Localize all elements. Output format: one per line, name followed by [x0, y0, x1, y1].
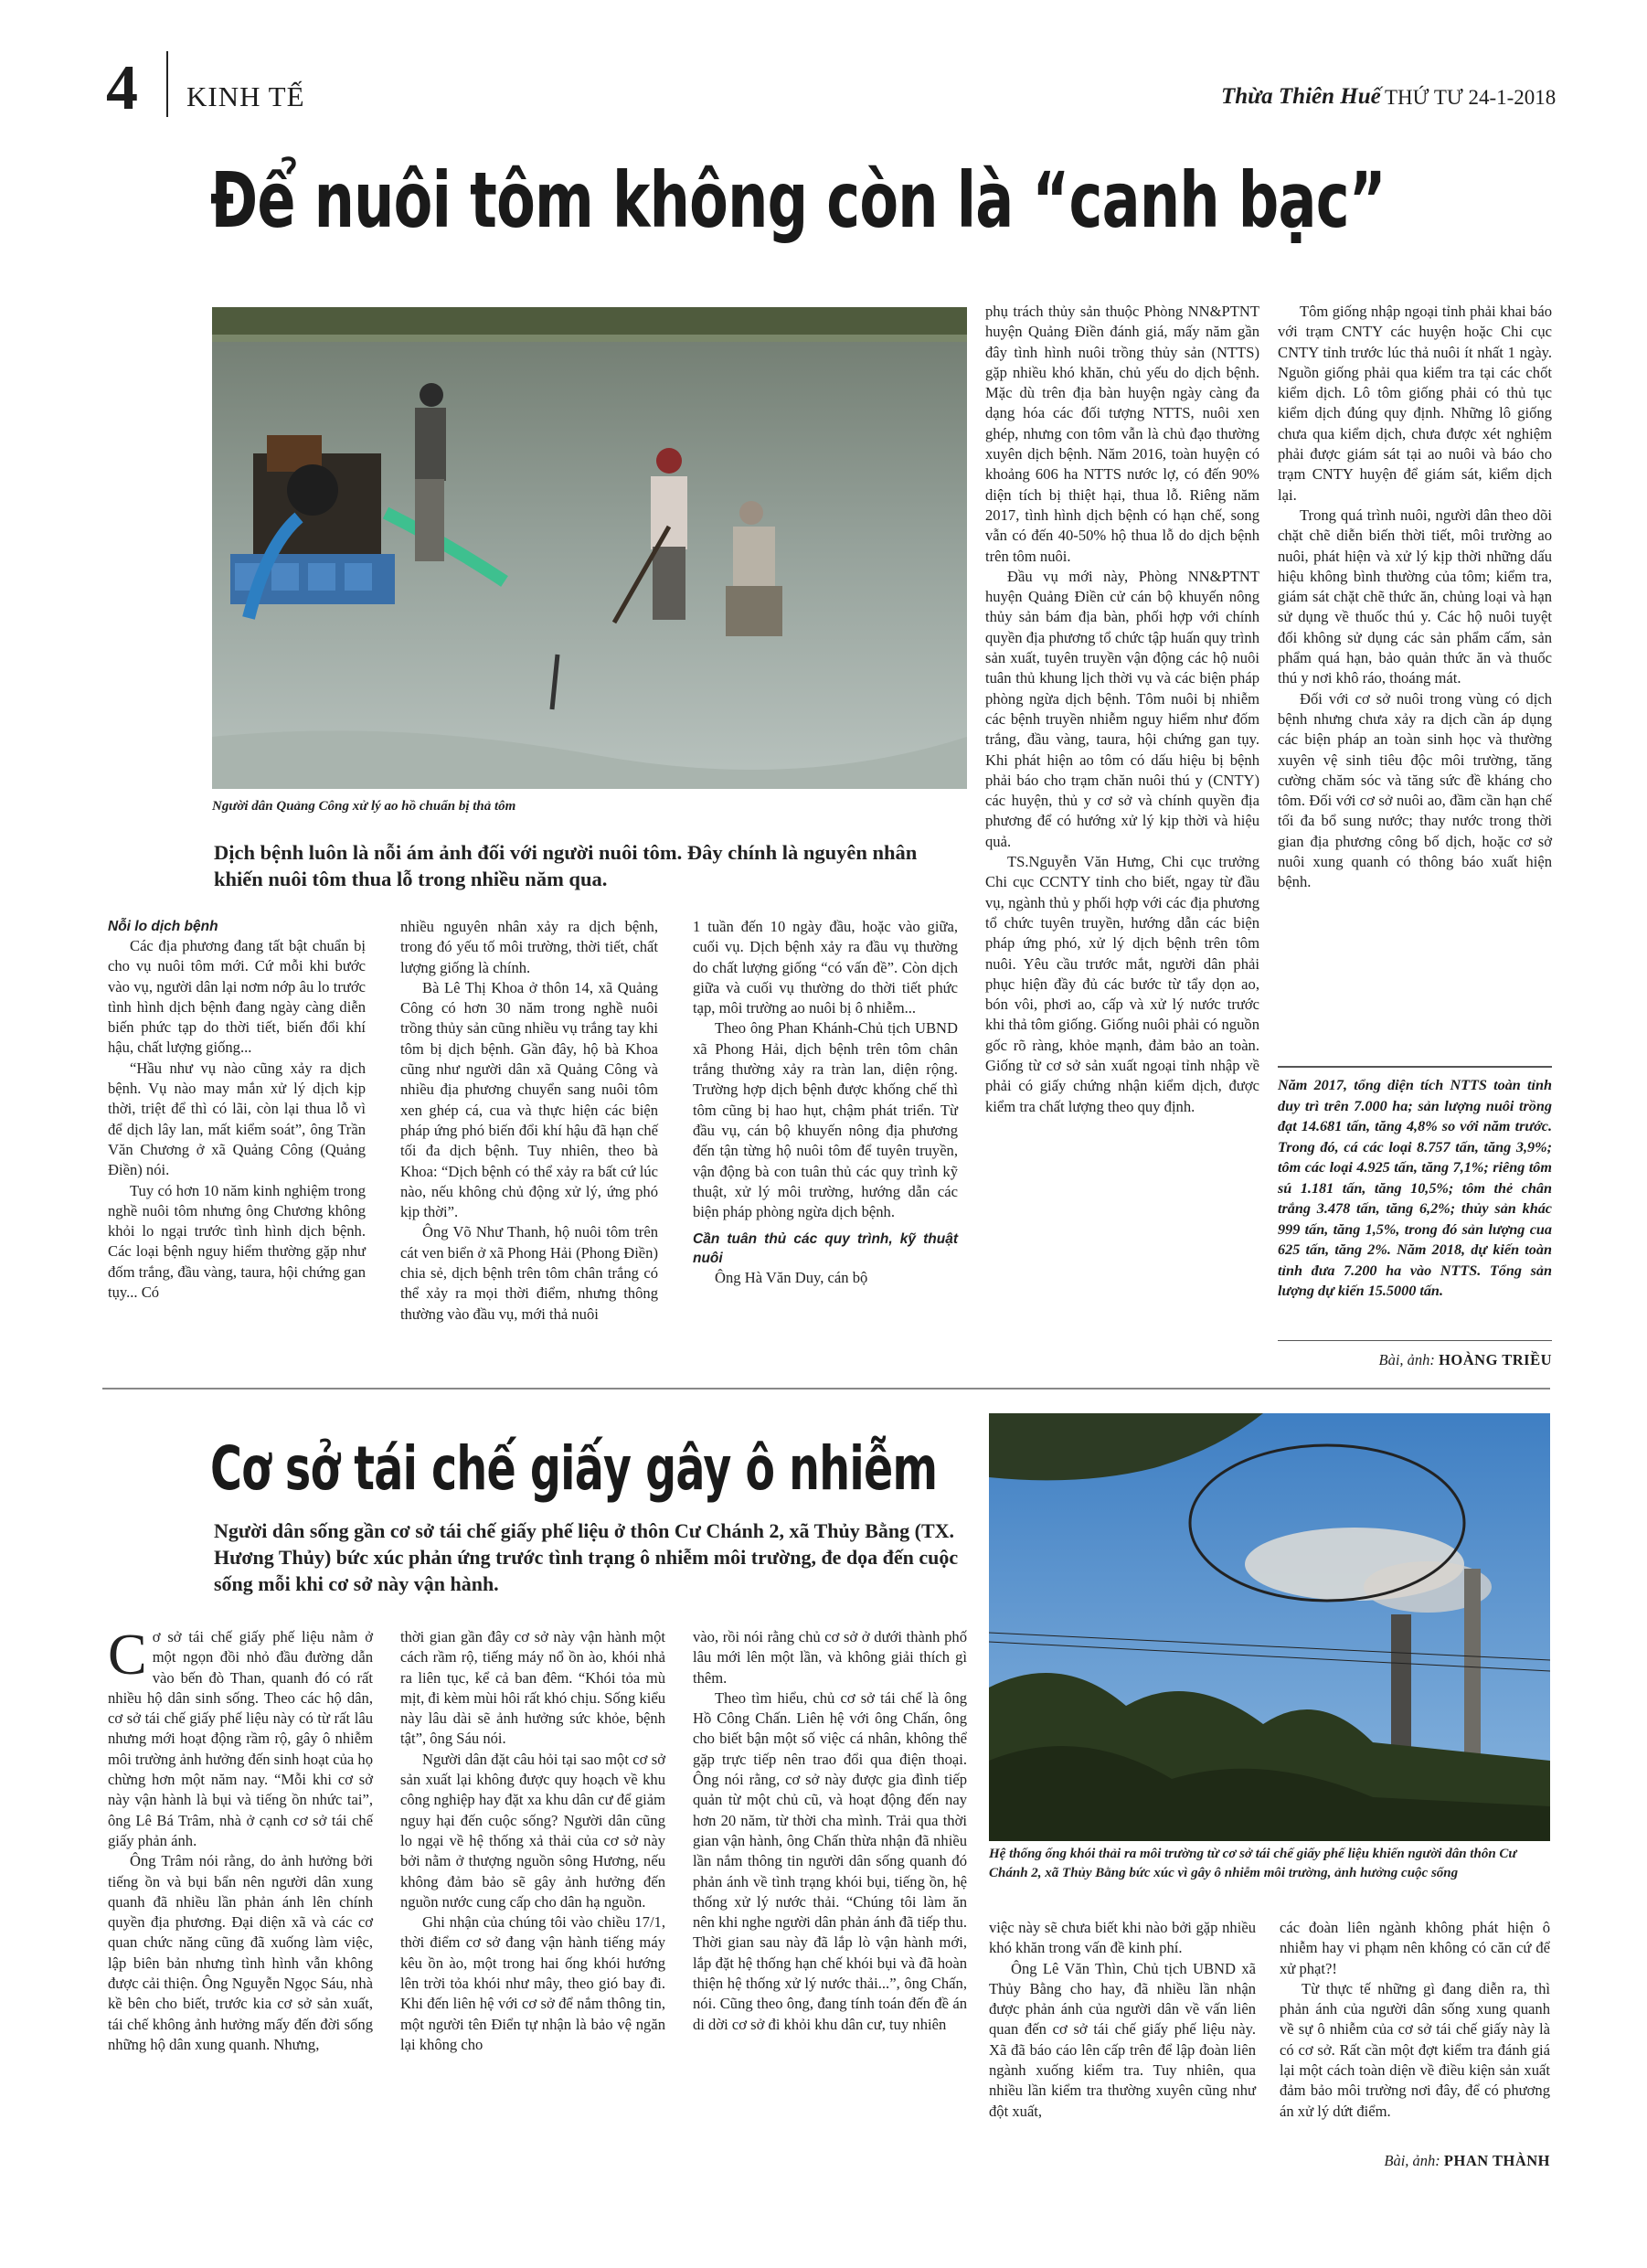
byline-label: Bài, ảnh: [1378, 1351, 1435, 1368]
article2-column-5 [1280, 1918, 1550, 2122]
paragraph: thời gian gần đây cơ sở này vận hành một cách rầm rộ, tiếng máy nổ ồn ào, khói nhả ra liên tục, kể cả ban đêm. “Khói tỏa mù mịt, đi kèm mùi hôi rất khó chịu. Sống kiểu này lâu dài sẽ ảnh hưởng sức khỏe, bệnh tật”, ông Sáu nói. [400, 1628, 665, 1748]
article1-column-5 [1278, 302, 1552, 893]
paragraph: Trong quá trình nuôi, người dân theo dõi chặt chẽ diễn biến thời tiết, môi trường ao nuôi, phát hiện và xử lý kịp thời những dấu hiệu không bình thường của tôm; kiểm tra, giám sát chặt chẽ thức ăn, chủng loại và hạn sử dụng về thuốc thú y. Các hộ nuôi tuyệt đối không sử dụng các sản phẩm cấm, sản phẩm quá hạn, bảo quản thức ăn và thuốc thú y nơi khô ráo, thoáng mát. [1278, 506, 1552, 687]
article2-photo [989, 1413, 1550, 1841]
paragraph: Từ thực tế những gì đang diễn ra, thì phản ánh của người dân sống xung quanh về sự ô nhiễm của cơ sở tái chế giấy này là có cơ sở. Rất cần một đợt kiểm tra đánh giá lại một cách toàn diện về điều kiện sản xuất đảm bảo môi trường nơi đây, để có phương án xử lý dứt điểm. [1280, 1979, 1550, 2120]
paragraph: Ông Hà Văn Duy, cán bộ [715, 1269, 868, 1287]
paragraph: nhiều nguyên nhân xảy ra dịch bệnh, trong đó yếu tố môi trường, thời tiết, chất lượng giống là chính. [400, 918, 658, 976]
article1-photo [212, 307, 967, 789]
article1-column-2 [400, 917, 658, 1325]
article1-photo-caption: Người dân Quảng Công xử lý ao hồ chuẩn bị thả tôm [212, 799, 516, 814]
article1-subhead-1: Nỗi lo dịch bệnh [108, 919, 218, 934]
byline-label: Bài, ảnh: [1384, 2152, 1440, 2169]
paragraph: Đối với cơ sở nuôi trong vùng có dịch bệnh nhưng chưa xảy ra dịch cần áp dụng các biện pháp an toàn sinh học và thường xuyên vệ sinh tiêu độc môi trường, tăng cường chăm sóc và tăng sức đề kháng cho tôm. Đối với cơ sở nuôi ao, đầm cần hạn chế tối đa bổ sung nước; thay nước trong thời gian địa phương công bố dịch, hoặc cơ sở nuôi xung quanh có thông báo xuất hiện bệnh. [1278, 689, 1552, 891]
paragraph: TS.Nguyễn Văn Hưng, Chi cục trưởng Chi cục CCNTY tỉnh cho biết, ngay từ đầu vụ, ngành thủ y phối hợp với các địa phương tổ chức tuyên truyền, hướng dẫn các biện pháp ứng phó, xử lý dịch bệnh trên tôm nuôi. Yêu cầu trước mắt, người dân phải phục hiện đầy đủ các bước từ tẩy dọn ao, bón vôi, phơi ao, cấp và xử lý nước trước khi thả tôm giống. Giống nuôi phải có nguồn gốc rõ ràng, khỏe mạnh, đảm bảo an toàn. Giống từ cơ sở sản xuất ngoại tỉnh nhập về phải có giấy chứng nhận kiểm dịch, được kiểm tra chất lượng theo quy định. [985, 853, 1259, 1115]
shrimp-pond-photo [212, 307, 967, 789]
paragraph: các đoàn liên ngành không phát hiện ô nhiễm hay vi phạm nên không có căn cứ để xử phạt?! [1280, 1919, 1550, 1977]
article2-headline: Cơ sở tái chế giấy gây ô nhiễm [210, 1433, 938, 1504]
paragraph: Ghi nhận của chúng tôi vào chiều 17/1, thời điểm cơ sở đang vận hành tiếng máy kêu ồn ào, một trong hai ống khói hướng lên trời tỏa khói như mây, theo gió bay đi. Khi đến liên hệ với cơ sở để nắm thông tin, một người tên Điển tự nhận là bảo vệ ngăn lại không cho [400, 1913, 665, 2053]
paragraph: Bà Lê Thị Khoa ở thôn 14, xã Quảng Công có hơn 30 năm trong nghề nuôi trồng thủy sản cũng nhiều vụ trắng tay khi tôm bị dịch bệnh. Gần đây, hộ bà Khoa cũng như người dân xã Quảng Công và nhiều địa phương chuyển sang nuôi tôm xen ghép cá, cua và thực hiện các biện pháp ứng phó biến đổi khí hậu đã hạn chế tối đa dịch bệnh. Tuy nhiên, theo bà Khoa: “Dịch bệnh có thể xảy ra bất cứ lúc nào, nếu không chủ động xử lý, ứng phó kịp thời”. [400, 978, 658, 1221]
box-top-rule [1278, 1066, 1552, 1068]
article1-column-4 [985, 302, 1259, 1117]
chimney-photo [989, 1413, 1550, 1841]
article1-byline [1278, 1351, 1552, 1369]
article2-sapo: Người dân sống gần cơ sở tái chế giấy phế liệu ở thôn Cư Chánh 2, xã Thủy Bằng (TX. Hương Thủy) bức xúc phản ứng trước tình trạng ô nhiễm môi trường, đe dọa đến cuộc sống mỗi khi cơ sở này vận hành. [214, 1519, 959, 1595]
article1-column-1 [108, 917, 366, 1303]
newspaper-name: Thừa Thiên Huế [1221, 84, 1381, 109]
article-divider [102, 1388, 1550, 1390]
section-title: KINH TẾ [186, 80, 305, 112]
paragraph: Đầu vụ mới này, Phòng NN&PTNT huyện Quảng Điền cử cán bộ khuyến nông thủy sản bám địa bàn, phối hợp với chính quyền địa phương tổ chức tập huấn quy trình sản xuất, tuyên truyền vận động các hộ nuôi tuân thủ khung lịch thời vụ và các biện pháp phòng ngừa dịch bệnh. Tôm nuôi bị nhiễm các bệnh truyền nhiễm nguy hiểm như đốm trắng, đầu vàng, taura, hội chứng gan tụy. Khi phát hiện ao tôm có dấu hiệu bị bệnh phải báo cho trạm chăn nuôi thú y (CNTY) các huyện, thủ y cơ sở và chính quyền địa phương để có hướng xử lý kịp thời và hiệu quả. [985, 567, 1259, 850]
paragraph: Các địa phương đang tất bật chuẩn bị cho vụ nuôi tôm mới. Cứ mỗi khi bước vào vụ, người dân lại nơm nớp âu lo trước tình hình dịch bệnh đang ngày càng diễn biến phức tạp do thời tiết, biến đổi khí hậu, chất lượng giống... [108, 937, 366, 1057]
issue-date: THỨ TƯ 24-1-2018 [1385, 86, 1557, 109]
drop-cap: C [108, 1622, 147, 1687]
article1-sapo: Dịch bệnh luôn là nỗi ám ảnh đối với người nuôi tôm. Đây chính là nguyên nhân khiến nuôi tôm thua lỗ trong nhiều năm qua. [214, 841, 918, 890]
article2-column-3 [693, 1627, 967, 2035]
paragraph: vào, rồi nói rằng chủ cơ sở ở dưới thành phố lâu mới lên một lần, và không giải thích gì thêm. [693, 1628, 967, 1687]
article2-photo-caption: Hệ thống ống khói thải ra môi trường từ cơ sở tái chế giấy phế liệu khiến người dân thôn Cư Chánh 2, xã Thủy Bằng bức xúc vì gây ô nhiễm môi trường, ảnh hưởng cuộc sống [989, 1847, 1517, 1880]
article2-column-2 [400, 1627, 665, 2055]
article2-column-4 [989, 1918, 1256, 2122]
byline-author: HOÀNG TRIỀU [1439, 1351, 1552, 1368]
paragraph: ơ sở tái chế giấy phế liệu nằm ở một ngọn đồi nhỏ đầu đường dẫn vào bến đò Than, quanh đó có rất nhiều hộ dân sinh sống. Theo các hộ dân, cơ sở tái chế giấy phế liệu này có từ rất lâu nhưng mới hoạt động rầm rộ, gây ô nhiễm môi trường ảnh hưởng đến sinh hoạt của họ chừng hơn một năm nay. “Mỗi khi cơ sở này vận hành là bụi và tiếng ồn nhức tai”, ông Lê Bá Trâm, nhà ở cạnh cơ sở tái chế giấy phản ánh. [108, 1628, 373, 1849]
article2-column-1 [108, 1622, 373, 2055]
box-bottom-rule [1278, 1340, 1552, 1341]
paragraph: Tôm giống nhập ngoại tỉnh phải khai báo với trạm CNTY các huyện hoặc Chi cục CNTY tỉnh trước lúc thả nuôi ít nhất 1 ngày. Nguồn giống phải qua kiểm tra tại các chốt kiểm dịch. Lô tôm giống phải có thủ tục kiểm dịch đúng quy định. Những lô giống chưa qua kiểm dịch, chưa được xét nghiệm phải được giám sát tại ao nuôi và báo cho trạm CNTY huyện để giám sát, kiểm dịch lại. [1278, 303, 1552, 504]
paragraph: Theo ông Phan Khánh-Chủ tịch UBND xã Phong Hải, dịch bệnh trên tôm chân trắng thường xảy ra tràn lan, diện rộng. Trường hợp dịch bệnh được khống chế thì tôm cũng bị hao hụt, chậm phát triển. Từ đầu vụ, cán bộ khuyến nông địa phương đến tận từng hộ nuôi tôm để tuyên truyền, vận động bà con tuân thủ các quy trình kỹ thuật, xử lý môi trường, hướng dẫn các biện pháp phòng ngừa dịch bệnh. [693, 1019, 958, 1221]
paragraph: 1 tuần đến 10 ngày đầu, hoặc vào giữa, cuối vụ. Dịch bệnh xảy ra đầu vụ thường do chất lượng giống “có vấn đề”. Còn dịch giữa và cuối vụ thường do thời tiết phức tạp, môi trường ao nuôi bị ô nhiễm... [693, 918, 958, 1017]
masthead-divider [166, 51, 168, 117]
paragraph: phụ trách thủy sản thuộc Phòng NN&PTNT huyện Quảng Điền đánh giá, mấy năm gần đây tình hình nuôi trồng thủy sản (NTTS) gặp nhiều khó khăn, chủ yếu do dịch bệnh. Mặc dù trên địa bàn huyện ngày càng đa dạng hóa các đối tượng NTTS, nuôi xen ghép, nhưng con tôm vẫn là chủ đạo thường xuyên dịch bệnh. Năm 2016, toàn huyện có khoảng 606 ha NTTS nước lợ, có đến 90% diện tích bị thiệt hại, thua lỗ. Riêng năm 2017, tình hình dịch bệnh có hạn chế, song vẫn có đến 40-50% hộ thua lỗ do dịch bệnh trên tôm nuôi. [985, 303, 1259, 565]
paragraph: Ông Lê Văn Thìn, Chủ tịch UBND xã Thủy Bằng cho hay, đã nhiều lần nhận được phản ánh của người dân về vấn liên quan đến cơ sở tái chế giấy phế liệu này. Xã đã báo cáo lên cấp trên để lập đoàn liên ngành xuống kiểm tra. Tuy nhiên, qua nhiều lần kiểm tra thường xuyên cũng như đột xuất, [989, 1959, 1256, 2120]
byline-author: PHAN THÀNH [1443, 2152, 1550, 2169]
page-number: 4 [106, 53, 138, 123]
paragraph: Ông Trâm nói rằng, do ảnh hưởng bởi tiếng ồn và bụi bẩn nên người dân xung quanh đã nhiều lần phản ánh lên chính quyền địa phương. Đại diện xã và các cơ quan chức năng cũng đã xuống làm việc, lập biên bản nhưng tình hình vẫn không được cải thiện. Ông Nguyễn Ngọc Sáu, nhà kề bên cho biết, trước kia cơ sở sản xuất, tái chế không ảnh hưởng mấy đến đời sống những hộ dân xung quanh. Nhưng, [108, 1852, 373, 2053]
statistics-box: Năm 2017, tổng diện tích NTTS toàn tỉnh duy trì trên 7.000 ha; sản lượng nuôi trồng đạt 14.681 tấn, tăng 4,8% so với năm trước. Trong đó, cá các loại 8.757 tấn, tăng 3,9%; tôm các loại 4.925 tấn, tăng 7,1%; riêng tôm sú 1.181 tấn, tăng 10,5%; tôm thẻ chân trắng 3.478 tấn, tăng 6,2%; thủy sản khác 999 tấn, tăng 1,5%, trong đó sản lượng cua 625 tấn, tăng 2%. Năm 2018, dự kiến toàn tỉnh đưa 7.200 ha vào NTTS. Tổng sản lượng dự kiến 15.5000 tấn. [1278, 1077, 1552, 1299]
paragraph: việc này sẽ chưa biết khi nào bởi gặp nhiều khó khăn trong vấn đề kinh phí. [989, 1919, 1256, 1957]
article1-headline: Để nuôi tôm không còn là “canh bạc” [210, 155, 1386, 245]
paragraph: Theo tìm hiểu, chủ cơ sở tái chế là ông Hồ Công Chấn. Liên hệ với ông Chấn, ông cho biết bận một số việc cá nhân, không thể gặp trực tiếp nên trao đổi qua điện thoại. Ông nói rằng, cơ sở này được gia đình tiếp quản từ một chủ cũ, và hoạt động đến nay hơn 20 năm, từ thời cha mình. Trải qua thời gian vận hành, ông Chấn thừa nhận đã nhiều lần nắm thông tin người dân sống quanh đó phản ánh về tình trạng khói bụi, tiếng ồn, hệ thống xử lý nước thải. “Chúng tôi làm ăn nên khi nghe người dân phản ánh đã tiếp thu. Thời gian sau này đã lắp lò vận hành mới, lắp đặt hệ thống hạn chế khói bụi và đã hoàn thiện hệ thống xử lý nước thải...”, ông Chấn, nói. Cũng theo ông, đang tính toán đến đề án di dời cơ sở đi khỏi khu dân cư, tuy nhiên [693, 1688, 967, 2033]
article1-column-3 [693, 917, 958, 1289]
article1-subhead-2: Cần tuân thủ các quy trình, kỹ thuật nuôi [693, 1231, 958, 1267]
paragraph: Ông Võ Như Thanh, hộ nuôi tôm trên cát ven biển ở xã Phong Hải (Phong Điền) chia sẻ, dịch bệnh trên tôm chân trắng có thể xảy ra mọi thời điểm, nhưng thông thường vào đầu vụ, mới thả nuôi [400, 1223, 658, 1323]
paragraph: “Hầu như vụ nào cũng xảy ra dịch bệnh. Vụ nào may mắn xử lý dịch kịp thời, triệt để thì có lãi, còn lại thua lỗ vì để dịch lây lan, mất kiểm soát”, ông Trần Văn Chương ở xã Quảng Công (Quảng Điền) nói. [108, 1059, 366, 1179]
paragraph: Tuy có hơn 10 năm kinh nghiệm trong nghề nuôi tôm nhưng ông Chương không khỏi lo ngại trước tình hình dịch bệnh. Các loại bệnh nguy hiểm thường gặp như đốm trắng, đầu vàng, taura, hội chứng gan tụy... Có [108, 1181, 366, 1302]
paragraph: Người dân đặt câu hỏi tại sao một cơ sở sản xuất lại không được quy hoạch về khu công nghiệp hay đặt xa khu dân cư để giảm nguy hại đến cuộc sống? Người dân cũng lo ngại về hệ thống xả thải của cơ sở này bởi nằm ở thượng nguồn sông Hương, nếu không đảm bảo sẽ gây ảnh hưởng đến nguồn nước cung cấp cho dân hạ nguồn. [400, 1750, 665, 1911]
article2-byline [1280, 2152, 1550, 2170]
